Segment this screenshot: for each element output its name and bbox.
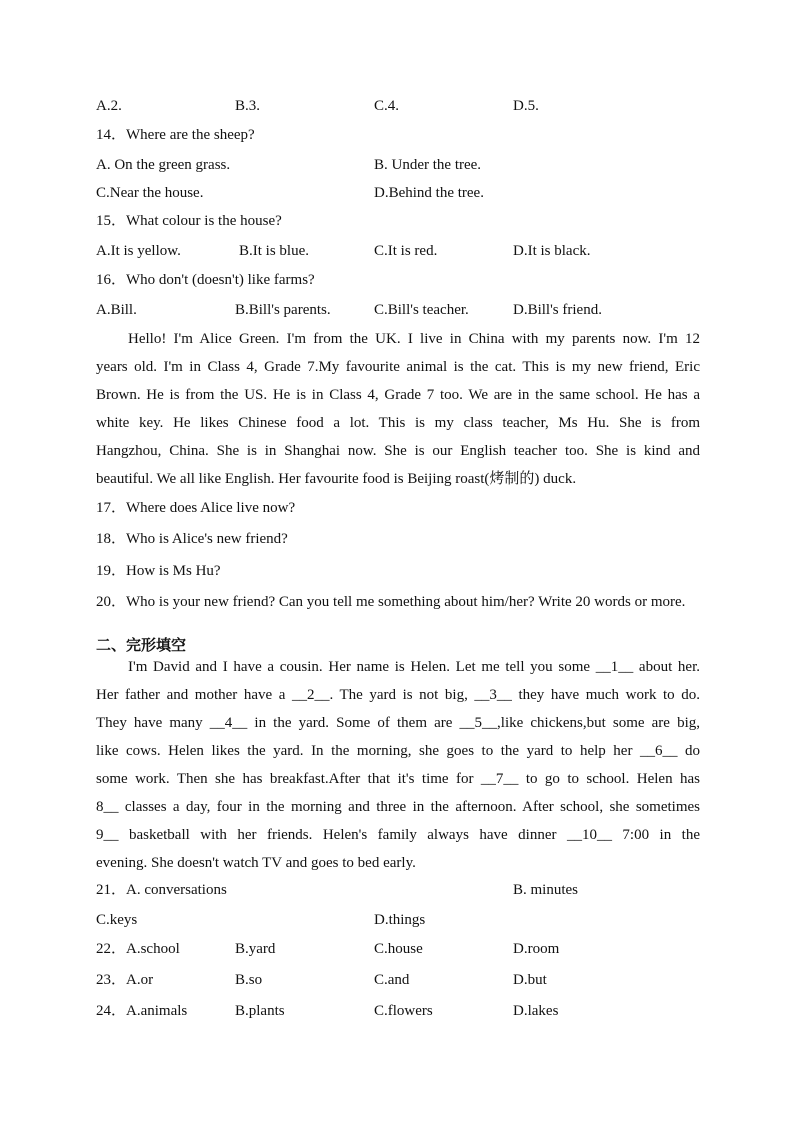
q23-stem: 23．A.or xyxy=(96,972,154,988)
option-b: B.plants xyxy=(235,1003,285,1019)
q21-row2 xyxy=(96,909,700,931)
option-d: D.things xyxy=(374,912,426,928)
q19: 19．How is Ms Hu? xyxy=(96,563,221,579)
cloze-line: Her father and mother have a __2__. The yard is not big, __3__ they have much work to do. xyxy=(96,687,700,703)
q21-row1 xyxy=(96,879,700,901)
q17: 17．Where does Alice live now? xyxy=(96,500,296,516)
cloze-line: some work. Then she has breakfast.After that it's time for __7__ to go to school. Helen has xyxy=(96,771,700,787)
cloze-passage xyxy=(96,653,700,877)
option-d: D.room xyxy=(513,941,560,957)
section-heading: 二、完形填空 xyxy=(96,636,187,654)
q16-stem: 16．Who don't (doesn't) like farms? xyxy=(96,272,315,288)
passage-line: white key. He likes Chinese food a lot. This is my class teacher, Ms Hu. She is from xyxy=(96,415,700,431)
option-c: C.4. xyxy=(374,98,400,114)
passage-line: Brown. He is from the US. He is in Class 4, Grade 7 too. We are in the same school. He has a xyxy=(96,387,700,403)
option-b: B.3. xyxy=(235,98,261,114)
option-a: A. On the green grass. xyxy=(96,157,231,173)
q15-stem: 15．What colour is the house? xyxy=(96,213,282,229)
cloze-line: 8__ classes a day, four in the morning and three in the afternoon. After school, she sometimes xyxy=(96,799,700,815)
option-d: D.lakes xyxy=(513,1003,559,1019)
cloze-line: They have many __4__ in the yard. Some of them are __5__,like chickens,but some are big, xyxy=(96,715,700,731)
q24-stem: 24．A.animals xyxy=(96,1003,188,1019)
option-b: B. minutes xyxy=(513,882,579,898)
option-a: A.It is yellow. xyxy=(96,243,181,259)
q14-options-row2 xyxy=(96,182,700,204)
passage-line: years old. I'm in Class 4, Grade 7.My favourite animal is the cat. This is my new friend, Eric xyxy=(96,359,700,375)
option-a: A.Bill. xyxy=(96,302,137,318)
option-b: B.It is blue. xyxy=(239,243,309,259)
passage-line: beautiful. We all like English. Her favourite food is Beijing roast(烤制的) duck. xyxy=(96,471,577,487)
option-c: C.It is red. xyxy=(374,243,438,259)
option-d: D.Behind the tree. xyxy=(374,185,484,201)
q22-stem: 22．A.school xyxy=(96,941,180,957)
q23-options xyxy=(96,969,700,991)
option-c: C.house xyxy=(374,941,423,957)
cloze-line: like cows. Helen likes the yard. In the morning, she goes to the yard to help her __6__ do xyxy=(96,743,700,759)
q15-options xyxy=(96,240,700,262)
q24-options xyxy=(96,1000,700,1022)
q22-options xyxy=(96,938,700,960)
q16-options xyxy=(96,299,700,321)
option-c: C.Near the house. xyxy=(96,185,204,201)
option-d: D.It is black. xyxy=(513,243,591,259)
passage-line: Hangzhou, China. She is in Shanghai now. She is our English teacher too. She is kind and xyxy=(96,443,700,459)
option-b: B. Under the tree. xyxy=(374,157,482,173)
option-a: A.2. xyxy=(96,98,122,114)
option-c: C.and xyxy=(374,972,410,988)
q14-stem: 14．Where are the sheep? xyxy=(96,127,255,143)
option-d: D.5. xyxy=(513,98,539,114)
q18: 18．Who is Alice's new friend? xyxy=(96,531,288,547)
cloze-line: evening. She doesn't watch TV and goes to bed early. xyxy=(96,855,416,871)
q13-options xyxy=(96,95,700,117)
cloze-line: 9__ basketball with her friends. Helen's family always have dinner __10__ 7:00 in the xyxy=(96,827,700,843)
q14-options-row1 xyxy=(96,154,700,176)
q21-stem: 21．A. conversations xyxy=(96,882,227,898)
q20: 20．Who is your new friend? Can you tell me something about him/her? Write 20 words or more. xyxy=(96,594,686,610)
option-d: D.Bill's friend. xyxy=(513,302,602,318)
option-c: C.flowers xyxy=(374,1003,433,1019)
passage-line: Hello! I'm Alice Green. I'm from the UK. I live in China with my parents now. I'm 12 xyxy=(128,331,700,347)
option-d: D.but xyxy=(513,972,547,988)
option-c: C.Bill's teacher. xyxy=(374,302,469,318)
option-b: B.so xyxy=(235,972,263,988)
option-c: C.keys xyxy=(96,912,138,928)
cloze-line: I'm David and I have a cousin. Her name is Helen. Let me tell you some __1__ about her. xyxy=(128,659,700,675)
reading-passage xyxy=(96,325,700,493)
option-b: B.yard xyxy=(235,941,276,957)
option-b: B.Bill's parents. xyxy=(235,302,331,318)
